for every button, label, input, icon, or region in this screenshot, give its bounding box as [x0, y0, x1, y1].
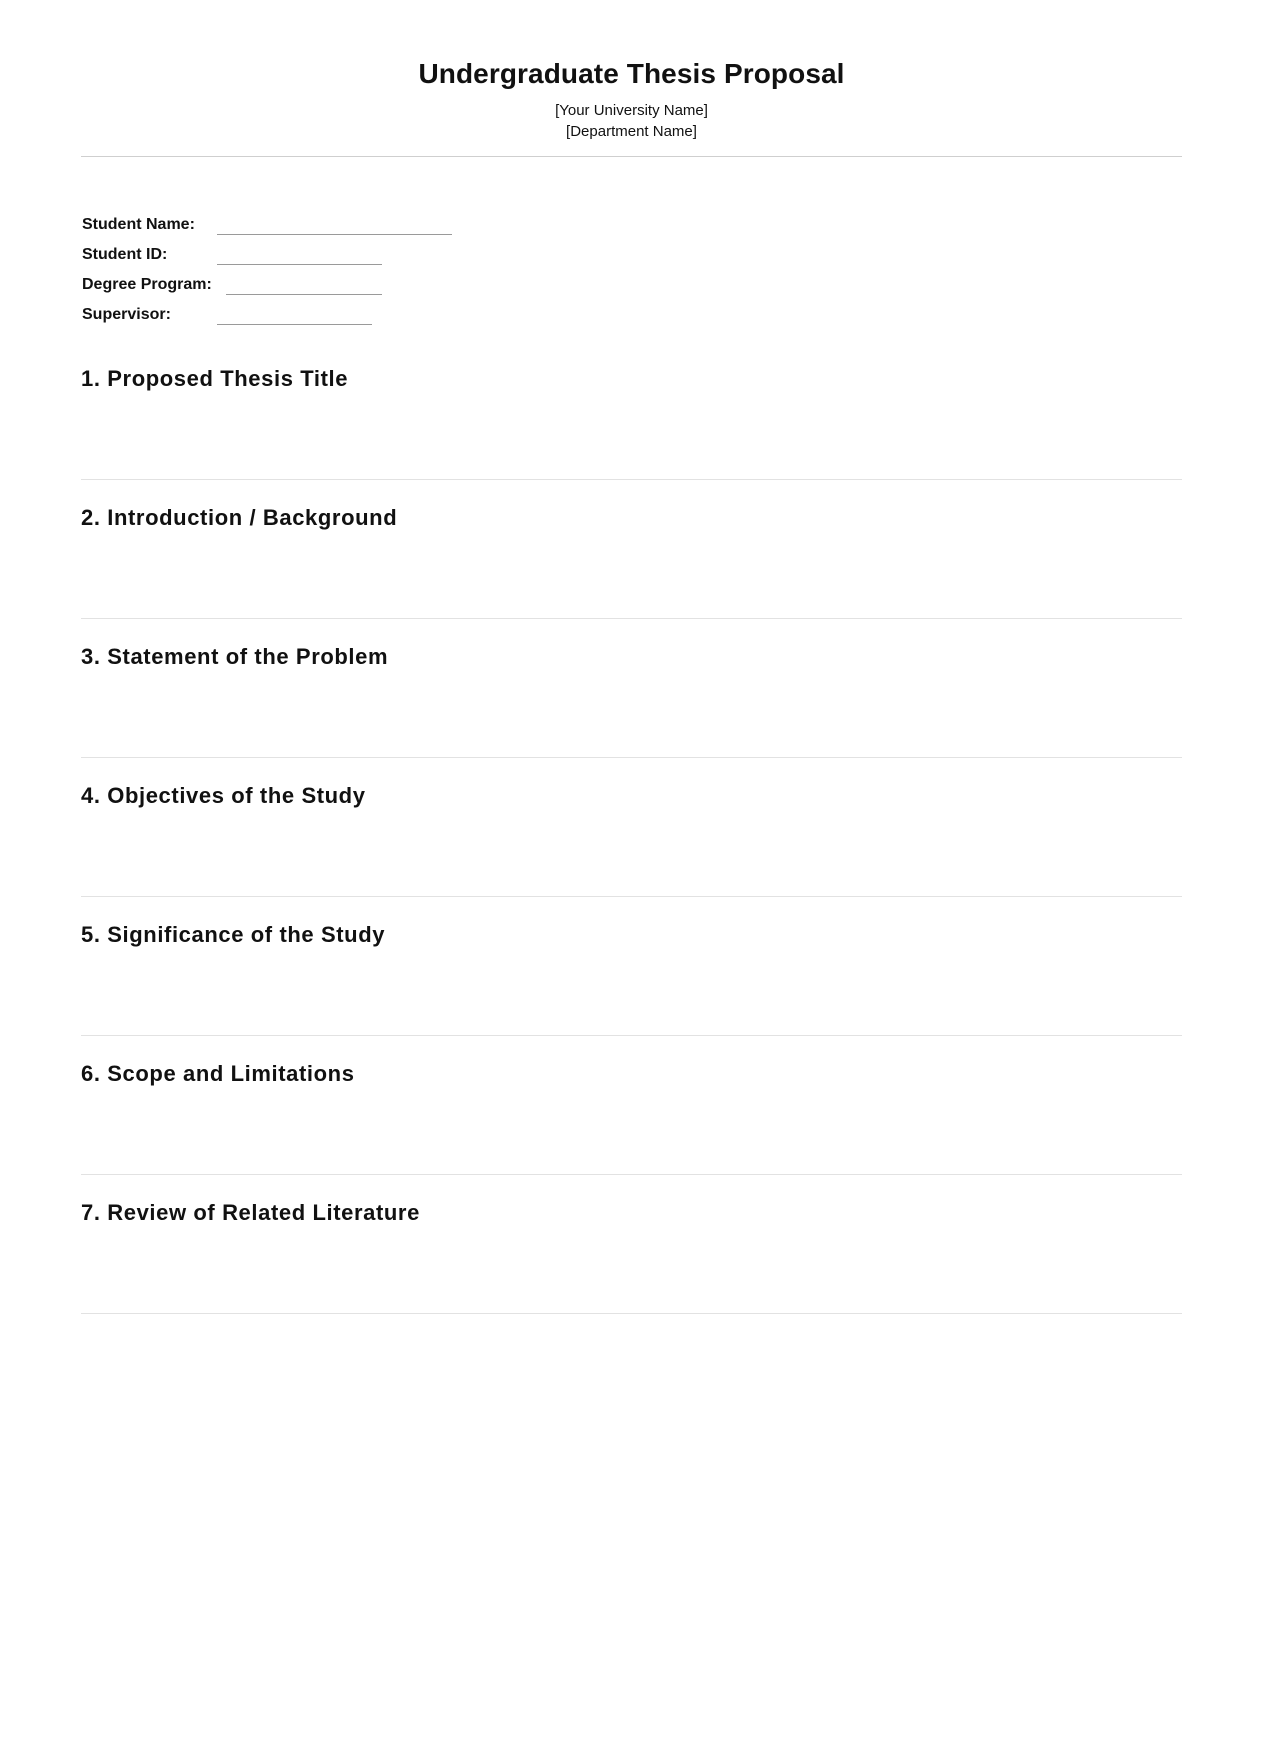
- section-heading: 5. Significance of the Study: [81, 922, 386, 947]
- section-heading: 7. Review of Related Literature: [81, 1200, 420, 1225]
- degree-program-field[interactable]: [226, 274, 382, 295]
- department-name: [Department Name]: [566, 123, 697, 140]
- student-id-field[interactable]: [217, 244, 382, 265]
- section-objectives: [81, 758, 1182, 897]
- section-heading: 3. Statement of the Problem: [81, 644, 389, 669]
- supervisor-row: [81, 295, 1182, 325]
- document-header: [81, 0, 1182, 157]
- section-review-literature: [81, 1175, 1182, 1314]
- section-statement-of-problem: [81, 619, 1182, 758]
- section-introduction-background: [81, 480, 1182, 619]
- section-heading: 1. Proposed Thesis Title: [81, 366, 349, 391]
- section-significance: [81, 897, 1182, 1036]
- section-proposed-thesis-title: [81, 341, 1182, 480]
- proposal-sections: [81, 341, 1182, 1314]
- degree-program-label: Degree Program:: [82, 276, 212, 293]
- document-title: Undergraduate Thesis Proposal: [418, 58, 845, 89]
- section-heading: 4. Objectives of the Study: [81, 783, 366, 808]
- supervisor-field[interactable]: [217, 304, 372, 325]
- section-scope-limitations: [81, 1036, 1182, 1175]
- student-name-label: Student Name:: [82, 216, 195, 233]
- student-id-row: [81, 235, 1182, 265]
- section-heading: 6. Scope and Limitations: [81, 1061, 355, 1086]
- student-info-fields: [81, 205, 1182, 325]
- student-name-row: [81, 205, 1182, 235]
- student-name-field[interactable]: [217, 214, 452, 235]
- supervisor-label: Supervisor:: [82, 306, 171, 323]
- student-id-label: Student ID:: [82, 246, 168, 263]
- degree-program-row: [81, 265, 1182, 295]
- section-heading: 2. Introduction / Background: [81, 505, 398, 530]
- university-name: [Your University Name]: [555, 102, 708, 119]
